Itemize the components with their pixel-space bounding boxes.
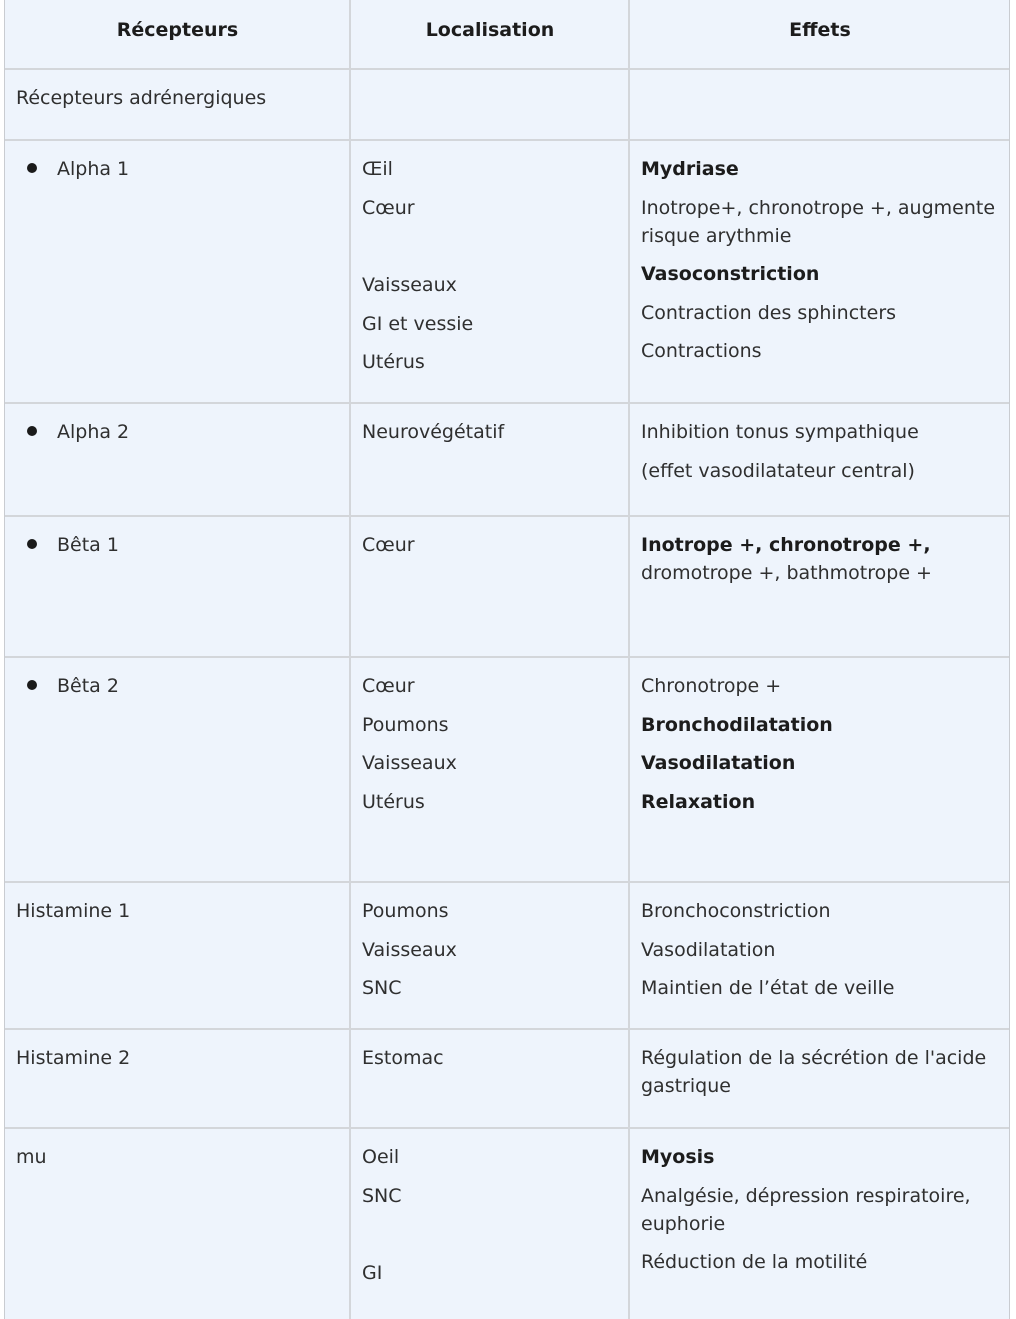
location-item: Estomac [362, 1047, 444, 1069]
effect-item: Vasodilatation [641, 752, 796, 774]
location-cell [351, 1129, 630, 1319]
effect-item: Inotrope+, chronotrope +, augmente risque arythmie [641, 196, 996, 247]
effects-cell [630, 883, 1009, 1028]
effect-item: Inhibition tonus sympathique [641, 421, 919, 443]
table-row [5, 883, 1009, 1030]
location-item: Utérus [362, 351, 425, 373]
header-receptors: Récepteurs [5, 0, 351, 68]
table-header [5, 0, 1009, 70]
effect-bold-part: Inotrope +, chronotrope +, [641, 534, 931, 556]
location-item: Oeil [362, 1146, 400, 1168]
effect-item: Myosis [641, 1146, 715, 1168]
receptor-group-label: Récepteurs adrénergiques [5, 70, 351, 139]
effect-item [641, 531, 999, 587]
effects-cell [630, 404, 1009, 515]
effect-item: Mydriase [641, 158, 739, 180]
effect-item: Bronchoconstriction [641, 900, 831, 922]
location-cell [351, 517, 630, 656]
location-item: Poumons [362, 900, 449, 922]
table-row [5, 517, 1009, 658]
table-row [5, 658, 1009, 883]
effect-item: Analgésie, dépression respiratoire, euphorie [641, 1184, 971, 1235]
receptor-cell [5, 141, 351, 402]
location-item: GI [362, 1262, 383, 1284]
effect-rest-part: dromotrope +, bathmotrope + [641, 562, 932, 584]
header-location: Localisation [351, 0, 630, 68]
table-row [5, 141, 1009, 404]
effects-cell [630, 658, 1009, 881]
effects-cell [630, 1129, 1009, 1319]
table-row [5, 1030, 1009, 1129]
bullet-icon [27, 680, 37, 690]
effect-item: Réduction de la motilité [641, 1251, 868, 1273]
location-item: Cœur [362, 196, 415, 219]
effect-item: Relaxation [641, 790, 756, 813]
receptor-table [4, 0, 1010, 1319]
location-cell [351, 883, 630, 1028]
effects-cell [630, 517, 1009, 656]
table-row [5, 70, 1009, 141]
receptor-name: Alpha 2 [57, 421, 130, 443]
location-item: Œil [362, 158, 393, 180]
effects-cell [630, 1030, 1009, 1127]
location-cell [351, 141, 630, 402]
effects-cell [630, 141, 1009, 402]
location-item: Neurovégétatif [362, 421, 505, 443]
bullet-icon [27, 539, 37, 549]
bullet-icon [27, 163, 37, 173]
receptor-cell [5, 404, 351, 515]
location-item: SNC [362, 977, 402, 999]
effect-item: Chronotrope + [641, 675, 782, 697]
table-row [5, 1129, 1009, 1319]
receptor-name: Alpha 1 [57, 158, 130, 180]
effect-item: Contractions [641, 340, 762, 362]
effect-item: Maintien de l’état de veille [641, 977, 895, 999]
effect-item: Bronchodilatation [641, 713, 833, 736]
location-cell [351, 404, 630, 515]
receptor-cell: Histamine 1 [5, 883, 351, 1028]
location-item: Cœur [362, 675, 415, 697]
location-item: Vaisseaux [362, 274, 457, 296]
effect-item: Vasodilatation [641, 938, 776, 961]
receptor-cell: Histamine 2 [5, 1030, 351, 1127]
location-item: Utérus [362, 790, 425, 813]
location-cell [351, 70, 630, 139]
location-item: Vaisseaux [362, 752, 457, 774]
effect-item: Contraction des sphincters [641, 301, 897, 324]
location-item: Cœur [362, 534, 415, 556]
location-cell [351, 658, 630, 881]
effect-item: (effet vasodilatateur central) [641, 459, 915, 482]
receptor-cell [5, 658, 351, 881]
location-item: Vaisseaux [362, 938, 457, 961]
location-item: Poumons [362, 713, 449, 736]
location-item: SNC [362, 1184, 402, 1207]
receptor-cell [5, 517, 351, 656]
header-effects: Effets [789, 19, 851, 41]
receptor-name: Bêta 1 [57, 534, 119, 556]
effects-cell [630, 70, 1009, 139]
table-row [5, 404, 1009, 517]
receptor-cell: mu [5, 1129, 351, 1319]
receptor-name: Bêta 2 [57, 675, 119, 697]
effect-item: Vasoconstriction [641, 263, 820, 285]
bullet-icon [27, 426, 37, 436]
location-cell [351, 1030, 630, 1127]
effect-item: Régulation de la sécrétion de l'acide gastrique [641, 1047, 987, 1097]
location-item: GI et vessie [362, 312, 474, 335]
